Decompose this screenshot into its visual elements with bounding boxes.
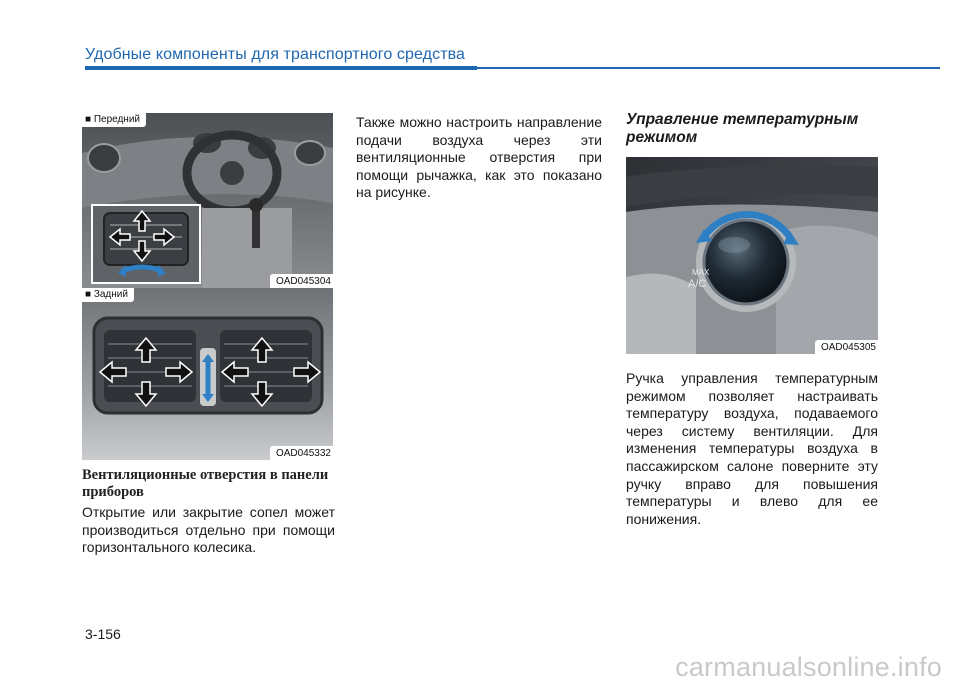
rear-figure-code: OAD045332 [270, 446, 333, 460]
rear-figure-label: ■ Задний [82, 288, 134, 302]
page-number: 3-156 [85, 626, 121, 642]
front-vents-figure [82, 113, 333, 288]
col2-paragraph: Также можно настроить направление подачи воздуха через эти вентиляционные отверстия при помощи рычажка, как это показано на рисунке. [356, 114, 602, 201]
front-figure-label: ■ Передний [82, 113, 146, 127]
temperature-knob-illustration [626, 157, 878, 354]
knob-figure-code: OAD045305 [815, 340, 878, 354]
vents-subheading: Вентиляционные отверстия в панели приборов [82, 467, 329, 500]
rear-vents-figure [82, 288, 333, 460]
front-figure-code: OAD045304 [270, 274, 333, 288]
watermark-text: carmanualsonline.info [675, 652, 942, 682]
header-rule-thick [85, 66, 477, 70]
front-dashboard-illustration [82, 113, 333, 288]
col1-paragraph: Открытие или закрытие сопел может производиться отдельно при помощи горизонтального колесика. [82, 504, 335, 556]
section-header-title: Удобные компоненты для транспортного средства [85, 46, 466, 63]
temperature-control-heading: Управление температурным режимом [626, 111, 859, 146]
rear-vents-illustration [82, 288, 333, 460]
col3-paragraph: Ручка управления температурным режимом позволяет настраивать температуру воздуха, подаваемого через систему вентиляции. Для изменения температуры воздуха в пассажирском салоне поверните эту ручку вправо для повышения температуры и влево для ее понижения. [626, 370, 878, 527]
header-rule-thin [477, 67, 940, 69]
temperature-knob-figure [626, 157, 878, 354]
knob-ac-text: A/C [688, 278, 707, 290]
knob-max-text: MAX [692, 268, 710, 277]
